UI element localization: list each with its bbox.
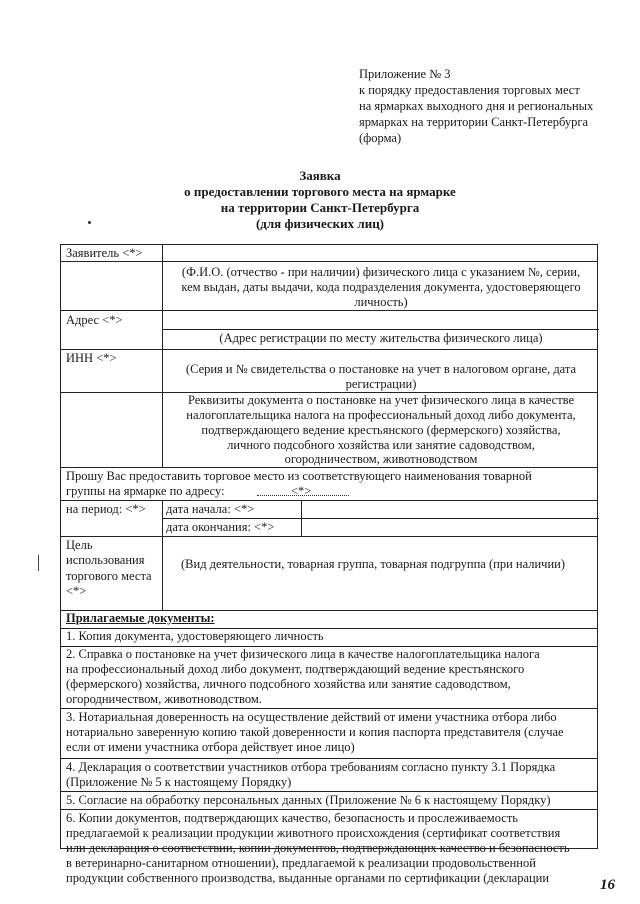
address-hint: (Адрес регистрации по месту жительства физического лица) [219,331,543,345]
docs-header: Прилагаемые документы: [66,611,215,625]
applicant-hint-line: личность) [354,295,408,309]
doc-line: предлагаемой к реализации продукции животного происхождения (сертификат соответствия [66,826,561,840]
appendix-line: ярмарках на территории Санкт-Петербурга [359,115,589,129]
applicant-label: Заявитель <*> [66,246,143,260]
start-date-label: дата начала: <*> [166,502,255,516]
request-line: группы на ярмарке по адресу: [66,484,225,498]
doc-line: на профессиональный доход либо документ, подтверждающий ведение крестьянского [66,662,525,676]
purpose-label-line: использования [66,553,145,567]
inn-hint-line: (Серия и № свидетельства о постановке на учет в налоговом органе, дата [185,362,577,376]
title-line: (для физических лиц) [255,216,385,231]
requisites-line: огородничеством, животноводством [284,452,478,466]
doc-line: если от имени участника отбора действует иное лицо) [66,740,355,754]
doc-line: в ветеринарно-санитарном отношении), предлагаемой к реализации продовольственной [66,856,536,870]
application-form-table [60,244,598,885]
request-required-mark: <*> [291,484,312,498]
requisites-line: подтверждающего ведение крестьянского (фермерского) хозяйства, [201,423,561,437]
doc-line: или декларация о соответствии, копии документов, подтверждающих качество и безопасность [66,841,570,855]
doc-line: продукции собственного производства, выданные органами по сертификации (декларации [66,871,550,885]
end-date-label: дата окончания: <*> [166,520,275,534]
request-line: Прошу Вас предоставить торговое место из соответствующего наименования товарной [66,469,532,483]
doc-line: 4. Декларация о соответствии участников отбора требованиям согласно пункту 3.1 Порядка [66,760,556,774]
purpose-label-line: Цель [66,538,93,552]
applicant-hint-line: кем выдан, даты выдачи, кода подразделения документа, удостоверяющего [181,280,581,294]
title-line: на территории Санкт-Петербурга [220,200,420,215]
doc-line: (Приложение № 5 к настоящему Порядку) [66,775,292,789]
purpose-hint: (Вид деятельности, товарная группа, товарная подгруппа (при наличии) [181,557,565,571]
doc-line: (фермерского) хозяйства, личного подсобного хозяйства или занятие садоводством, [66,677,511,691]
doc-line: 6. Копии документов, подтверждающих качество, безопасность и прослеживаемость [66,811,518,825]
doc-line: 1. Копия документа, удостоверяющего личность [66,629,324,643]
doc-line: 5. Согласие на обработку персональных данных (Приложение № 6 к настоящему Порядку) [66,793,551,807]
requisites-line: личного подсобного хозяйства или занятие садоводством, [227,438,535,452]
appendix-line: на ярмарках выходного дня и региональных [359,99,594,113]
doc-line: 2. Справка о постановке на учет физического лица в качестве налогоплательщика налога [66,647,540,661]
page-number: 16 [600,877,615,893]
document-title [120,168,520,232]
inn-hint-line: регистрации) [345,377,417,391]
purpose-label-line: <*> [66,584,87,598]
address-label: Адрес <*> [66,313,123,327]
requisites-line: Реквизиты документа о постановке на учет физического лица в качестве [187,393,575,407]
appendix-line: Приложение № 3 [359,67,451,81]
applicant-hint-line: (Ф.И.О. (отчество - при наличии) физического лица с указанием №, серии, [181,265,581,279]
doc-line: 3. Нотариальная доверенность на осуществление действий от имени участника отбора либо [66,710,557,724]
appendix-line: (форма) [359,131,402,145]
doc-line: нотариально заверенную копию такой доверенности и копия паспорта представителя (случае [66,725,564,739]
appendix-header [359,66,619,146]
period-label: на период: <*> [66,502,146,516]
purpose-label-line: торгового места [66,569,152,583]
scan-speck [88,221,91,224]
requisites-line: налогоплательщика налога на профессиональный доход либо документа, [186,408,576,422]
title-line: о предоставлении торгового места на ярмарке [184,184,456,199]
inn-label: ИНН <*> [66,351,117,365]
title-line: Заявка [299,168,341,183]
appendix-line: к порядку предоставления торговых мест [359,83,580,97]
scan-margin-mark [38,555,39,571]
doc-line: огородничеством, животноводством. [66,692,262,706]
